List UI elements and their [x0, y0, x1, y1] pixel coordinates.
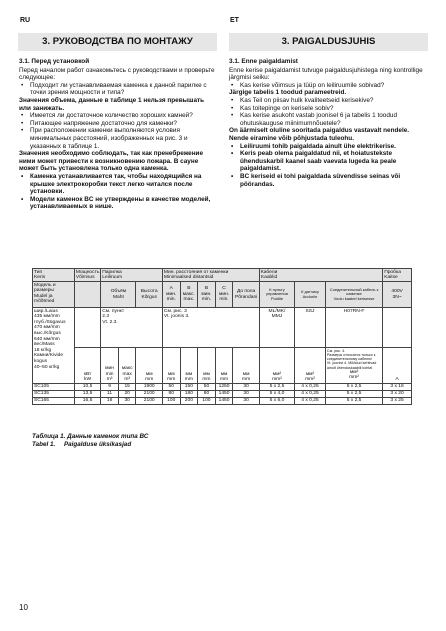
list-item: • Подходит ли устанавливаемая каменка к данной парилке с точки зрения мощности и типа? [19, 82, 217, 97]
list-item: • Kas kerise võimsus ja tüüp on leiliruumile sobivad? [229, 82, 427, 90]
cell-height: 1900 [136, 384, 162, 391]
subheading-ru: 3.1. Перед установкой [19, 58, 90, 65]
th-distances: Мин. расстояния от каменки Minimaalsed distantsid [162, 269, 259, 282]
cell-power: 16,5 [74, 398, 100, 405]
unit-a: мм mm [162, 348, 180, 384]
unit-height: мм mm [136, 348, 162, 384]
lang-label-et: ET [230, 17, 239, 24]
cell-dist-c: 1450 [215, 398, 233, 405]
cell-dist-a: 100 [162, 398, 180, 405]
th-volume: Объём Maht [101, 282, 136, 308]
sensor-cable-type: SSJ [295, 308, 326, 348]
cell-connect-cable: 5 x 2,5 [325, 398, 382, 405]
cell-model: SC105 [33, 384, 75, 391]
cell-connect-cable: 5 x 2,5 [325, 384, 382, 391]
model-dimensions: шир./Laius 435 мм/mm глуб./Sügavus 470 мм/mm выс./Kõrgus 640 мм/mm вес/Mass 18 кг/kg Камни/Kivide kogus 40–50 кг/kg [33, 308, 75, 384]
checklist-et-2 [229, 97, 427, 127]
th-fuse-voltage: 400V 3N~ [383, 282, 412, 308]
cell-vol-min: 11 [101, 391, 119, 398]
unit-supply: мм² mm² [259, 348, 294, 384]
cell-dist-b-max: 200 [180, 398, 198, 405]
cell-vol-max: 15 [118, 384, 136, 391]
checklist-ru-3 [19, 173, 217, 211]
cell-dist-b-min: 80 [198, 391, 216, 398]
table-caption-et: Tabel 1. Paigalduse üksikasjad [32, 440, 132, 448]
th-type: Тип Keris [33, 269, 75, 282]
table-row [33, 391, 412, 398]
th-room: Парилка Leiliruum [101, 269, 163, 282]
cell-fuse: 3 x 16 [383, 384, 412, 391]
cell-dist-a: 50 [162, 384, 180, 391]
page-number: 10 [19, 603, 28, 612]
cell-power: 13,5 [74, 391, 100, 398]
cell-vol-max: 30 [118, 398, 136, 405]
list-item: • Kas kerise asukoht vastab joonisel 6 ja tabelis 1 toodud ohutuskauguse miinimumnõuetele? [229, 112, 427, 127]
heater-spec-table [32, 268, 412, 405]
table-row [33, 398, 412, 405]
cell-height: 2100 [136, 391, 162, 398]
cell-connect-cable: 5 x 2,5 [325, 391, 382, 398]
cell-sensor-cable: 4 x 0,25 [295, 391, 326, 398]
cell-to-floor: 30 [233, 398, 259, 405]
cell-vol-min: 9 [101, 384, 119, 391]
cell-sensor-cable: 4 x 0,25 [295, 398, 326, 405]
cable-note [325, 348, 382, 384]
cell-to-floor: 30 [233, 391, 259, 398]
section-title-ru: 3. РУКОВОДСТВА ПО МОНТАЖУ [18, 33, 217, 51]
unit-b-max: мм mm [180, 348, 198, 384]
warning-ru-1: Значения объема, данные в таблице 1 нельзя превышать или занижать. [19, 96, 205, 112]
cell-sensor-cable: 4 x 0,25 [295, 384, 326, 391]
list-item: • Leiliruumi tohib paigaldada ainult ühe elektrikerise. [229, 143, 427, 151]
warning-et-1: Järgige tabelis 1 toodud parameetreid. [229, 89, 347, 97]
th-dist-b-max: B макс. max. [180, 282, 198, 308]
supply-cable-type: ML/MK/ MMJ [259, 308, 294, 348]
cell-dist-c: 1250 [215, 384, 233, 391]
th-height: Высота Kõrgus [136, 282, 162, 308]
list-item: • Keris peab olema paigaldatud nii, et hoiatustekste ühenduskarbil kaanel saab vaevata lugeda ka peale paigaldamist. [229, 150, 427, 173]
th-dist-a: A мин. min. [162, 282, 180, 308]
cell-model: SC135 [33, 391, 75, 398]
checklist-ru-1 [19, 82, 217, 97]
unit-kw: кВт kW [74, 348, 100, 384]
unit-connect: мм² mm² [349, 369, 359, 381]
unit-b-min: мм mm [198, 348, 216, 384]
unit-vol-max: макс max m³ [118, 348, 136, 384]
table-caption [32, 433, 148, 448]
section-title-et: 3. PAIGALDUSJUHIS [229, 33, 428, 51]
th-power: Мощность Võimsus [75, 269, 100, 281]
cell-model: SC165 [33, 398, 75, 405]
list-item: • Модели каменок BC не утверждены в качестве моделей, устанавливаемых в нише. [19, 196, 217, 211]
cell-dist-a: 80 [162, 391, 180, 398]
th-sensor-cable: К датчику Andurile [295, 282, 326, 308]
connect-cable-note: См. рис. 4. Размеры относятся только к соединительному кабелю! Vt. joonist 4. Mõõdud kehtivad ainult ühenduskaablil kohta! [326, 348, 377, 370]
list-item: • Питающее напряжение достаточно для каменки? [19, 120, 217, 128]
cell-power: 10,5 [74, 384, 100, 391]
distance-ref: См. рис. 3 Vt. joonis 3. [162, 308, 259, 348]
checklist-ru-2 [19, 112, 217, 150]
th-cables: Кабели Kaablid [259, 269, 382, 282]
list-item: • Имеется ли достаточное количество хороших камней? [19, 112, 217, 120]
cell-fuse: 3 x 25 [383, 398, 412, 405]
unit-c: мм mm [215, 348, 233, 384]
subheading-et: 3.1. Enne paigaldamist [229, 58, 298, 65]
th-fuse: Пробка Kaitse [383, 269, 412, 282]
cell-supply-cable: 5 x 2,5 [259, 384, 294, 391]
th-dist-c: C мин. min. [215, 282, 233, 308]
checklist-et-3 [229, 143, 427, 189]
th-connect-cable: Соединительный кабель к каменке Voolu kaabel kerisesse [325, 282, 382, 308]
th-model: Модель и размеры Mudel ja mõõtmed [33, 282, 75, 308]
unit-floor: мм mm [233, 348, 259, 384]
cell-dist-b-min: 100 [198, 398, 216, 405]
list-item: • При расположении каменки выполняются условия минимальных расстояний, изображенных на рис. 3 и указанных в таблице 1. [19, 127, 217, 150]
intro-et: Enne kerise paigaldamist tutvuge paigaldusjuhistega ning kontrollige järgmisi seiku: [229, 66, 423, 82]
th-dist-b-min: B мин. min. [198, 282, 216, 308]
unit-sensor: мм² mm² [295, 348, 326, 384]
cell-dist-c: 1450 [215, 391, 233, 398]
th-supply-cable: К пульту управления Puldile [259, 282, 294, 308]
cell-supply-cable: 5 x 4,0 [259, 391, 294, 398]
checklist-et-1 [229, 82, 427, 90]
list-item: • BC keriseid ei tohi paigaldada süvendisse seinas või pöörandas. [229, 173, 427, 188]
table-caption-ru: Таблица 1. Данные каменок типа ВС [32, 433, 149, 440]
list-item: • Kas toitepinge on kerisele sobiv? [229, 105, 427, 113]
heater-rows [33, 384, 412, 405]
lang-label-ru: RU [20, 17, 31, 24]
warning-et-2: On äärmiselt oluline sooritada paigaldus vastavalt nendele. Nende eiramine võib põhjustada tuleohu. [229, 127, 410, 142]
warning-ru-2: Значения необходимо соблюдать, так как пренебрежение ними может привести к возникновению пожара. В сауне может быть установлена только одна каменка. [19, 150, 204, 173]
column-ru [19, 58, 217, 211]
cell-vol-max: 20 [118, 391, 136, 398]
th-to-floor: До пола Põrandani [233, 282, 259, 308]
table-row [33, 384, 412, 391]
cell-dist-b-max: 150 [180, 384, 198, 391]
cell-fuse: 3 x 20 [383, 391, 412, 398]
cell-dist-b-max: 180 [180, 391, 198, 398]
cell-supply-cable: 5 x 6,0 [259, 398, 294, 405]
unit-vol-min: мин min m³ [101, 348, 119, 384]
intro-ru: Перед началом работ ознакомьтесь с руководствами и проверьте следующее: [19, 66, 215, 82]
unit-amp: A [383, 348, 412, 384]
cell-dist-b-min: 50 [198, 384, 216, 391]
list-item: • Kas Teil on piisav hulk kvaliteetseid kerisekive? [229, 97, 427, 105]
column-et [229, 58, 427, 188]
list-item: • Каменка устанавливается так, чтобы находящийся на крышке электрокоробки текст легко читался после установки. [19, 173, 217, 196]
cell-height: 2100 [136, 398, 162, 405]
cell-vol-min: 16 [101, 398, 119, 405]
cell-to-floor: 30 [233, 384, 259, 391]
connect-cable-type: H07RN-F [325, 308, 382, 348]
room-ref: См. пункт 2.3 Vt. 2.3. [101, 308, 163, 348]
